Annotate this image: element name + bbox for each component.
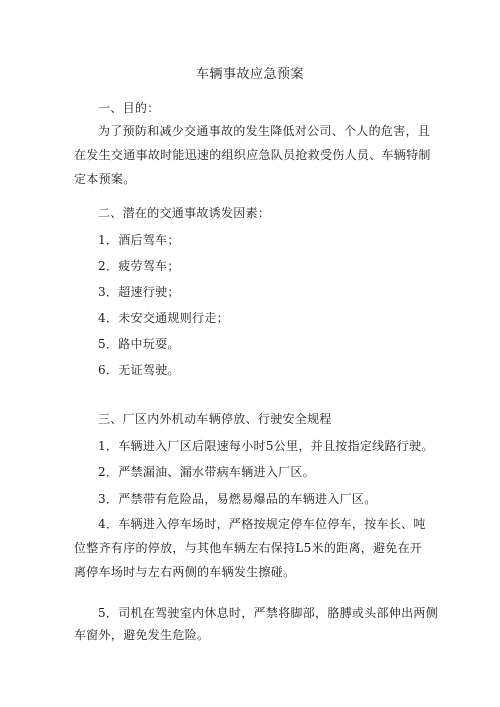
section-1-paragraph	[74, 119, 434, 191]
section-3-item: 3．严禁带有危险品，易燃易爆品的车辆进入厂区。	[98, 492, 377, 506]
section-2-item: 6．无证驾驶。	[98, 363, 180, 377]
section-3-item-4	[74, 512, 434, 584]
section-3-item-4-text: 4．车辆进入停车场时，严格按规定停车位停车，按车长、吨位整齐有序的停放，与其他车辆左右保持L5米的距离，避免在开离停车场时与左右两侧的车辆发生擦碰。	[74, 517, 426, 579]
section-3-item: 1．车辆进入厂区后限速每小时5公里，并且按指定线路行驶。	[98, 439, 434, 453]
section-2-heading: 二、潜在的交通事故诱发因素：	[98, 206, 271, 220]
section-3-item-5-line-2: 车窗外，避免发生危险。	[74, 628, 210, 642]
section-2-item: 5．路中玩耍。	[98, 337, 180, 351]
section-2-item: 3．超速行驶；	[98, 285, 180, 299]
section-3-heading: 三、厂区内外机动车辆停放、行驶安全规程	[98, 412, 332, 426]
section-1-heading: 一、目的：	[98, 101, 160, 115]
document-title: 车辆事故应急预案	[195, 67, 304, 82]
section-1-paragraph-text: 为了预防和减少交通事故的发生降低对公司、个人的危害，且在发生交通事故时能迅速的组织应急队员抢救受伤人员、车辆特制定本预案。	[74, 124, 431, 186]
section-2-item: 1．酒后驾车；	[98, 233, 180, 247]
section-2-item: 2．疲劳驾车；	[98, 259, 180, 273]
section-3-item: 2．严禁漏油、漏水带病车辆进入厂区。	[98, 465, 316, 479]
section-3-item-5-line-1: 5．司机在驾驶室内休息时，严禁将脚部，胳膊或头部伸出两侧	[98, 606, 439, 620]
section-2-item: 4．未安交通规则行走；	[98, 311, 229, 325]
